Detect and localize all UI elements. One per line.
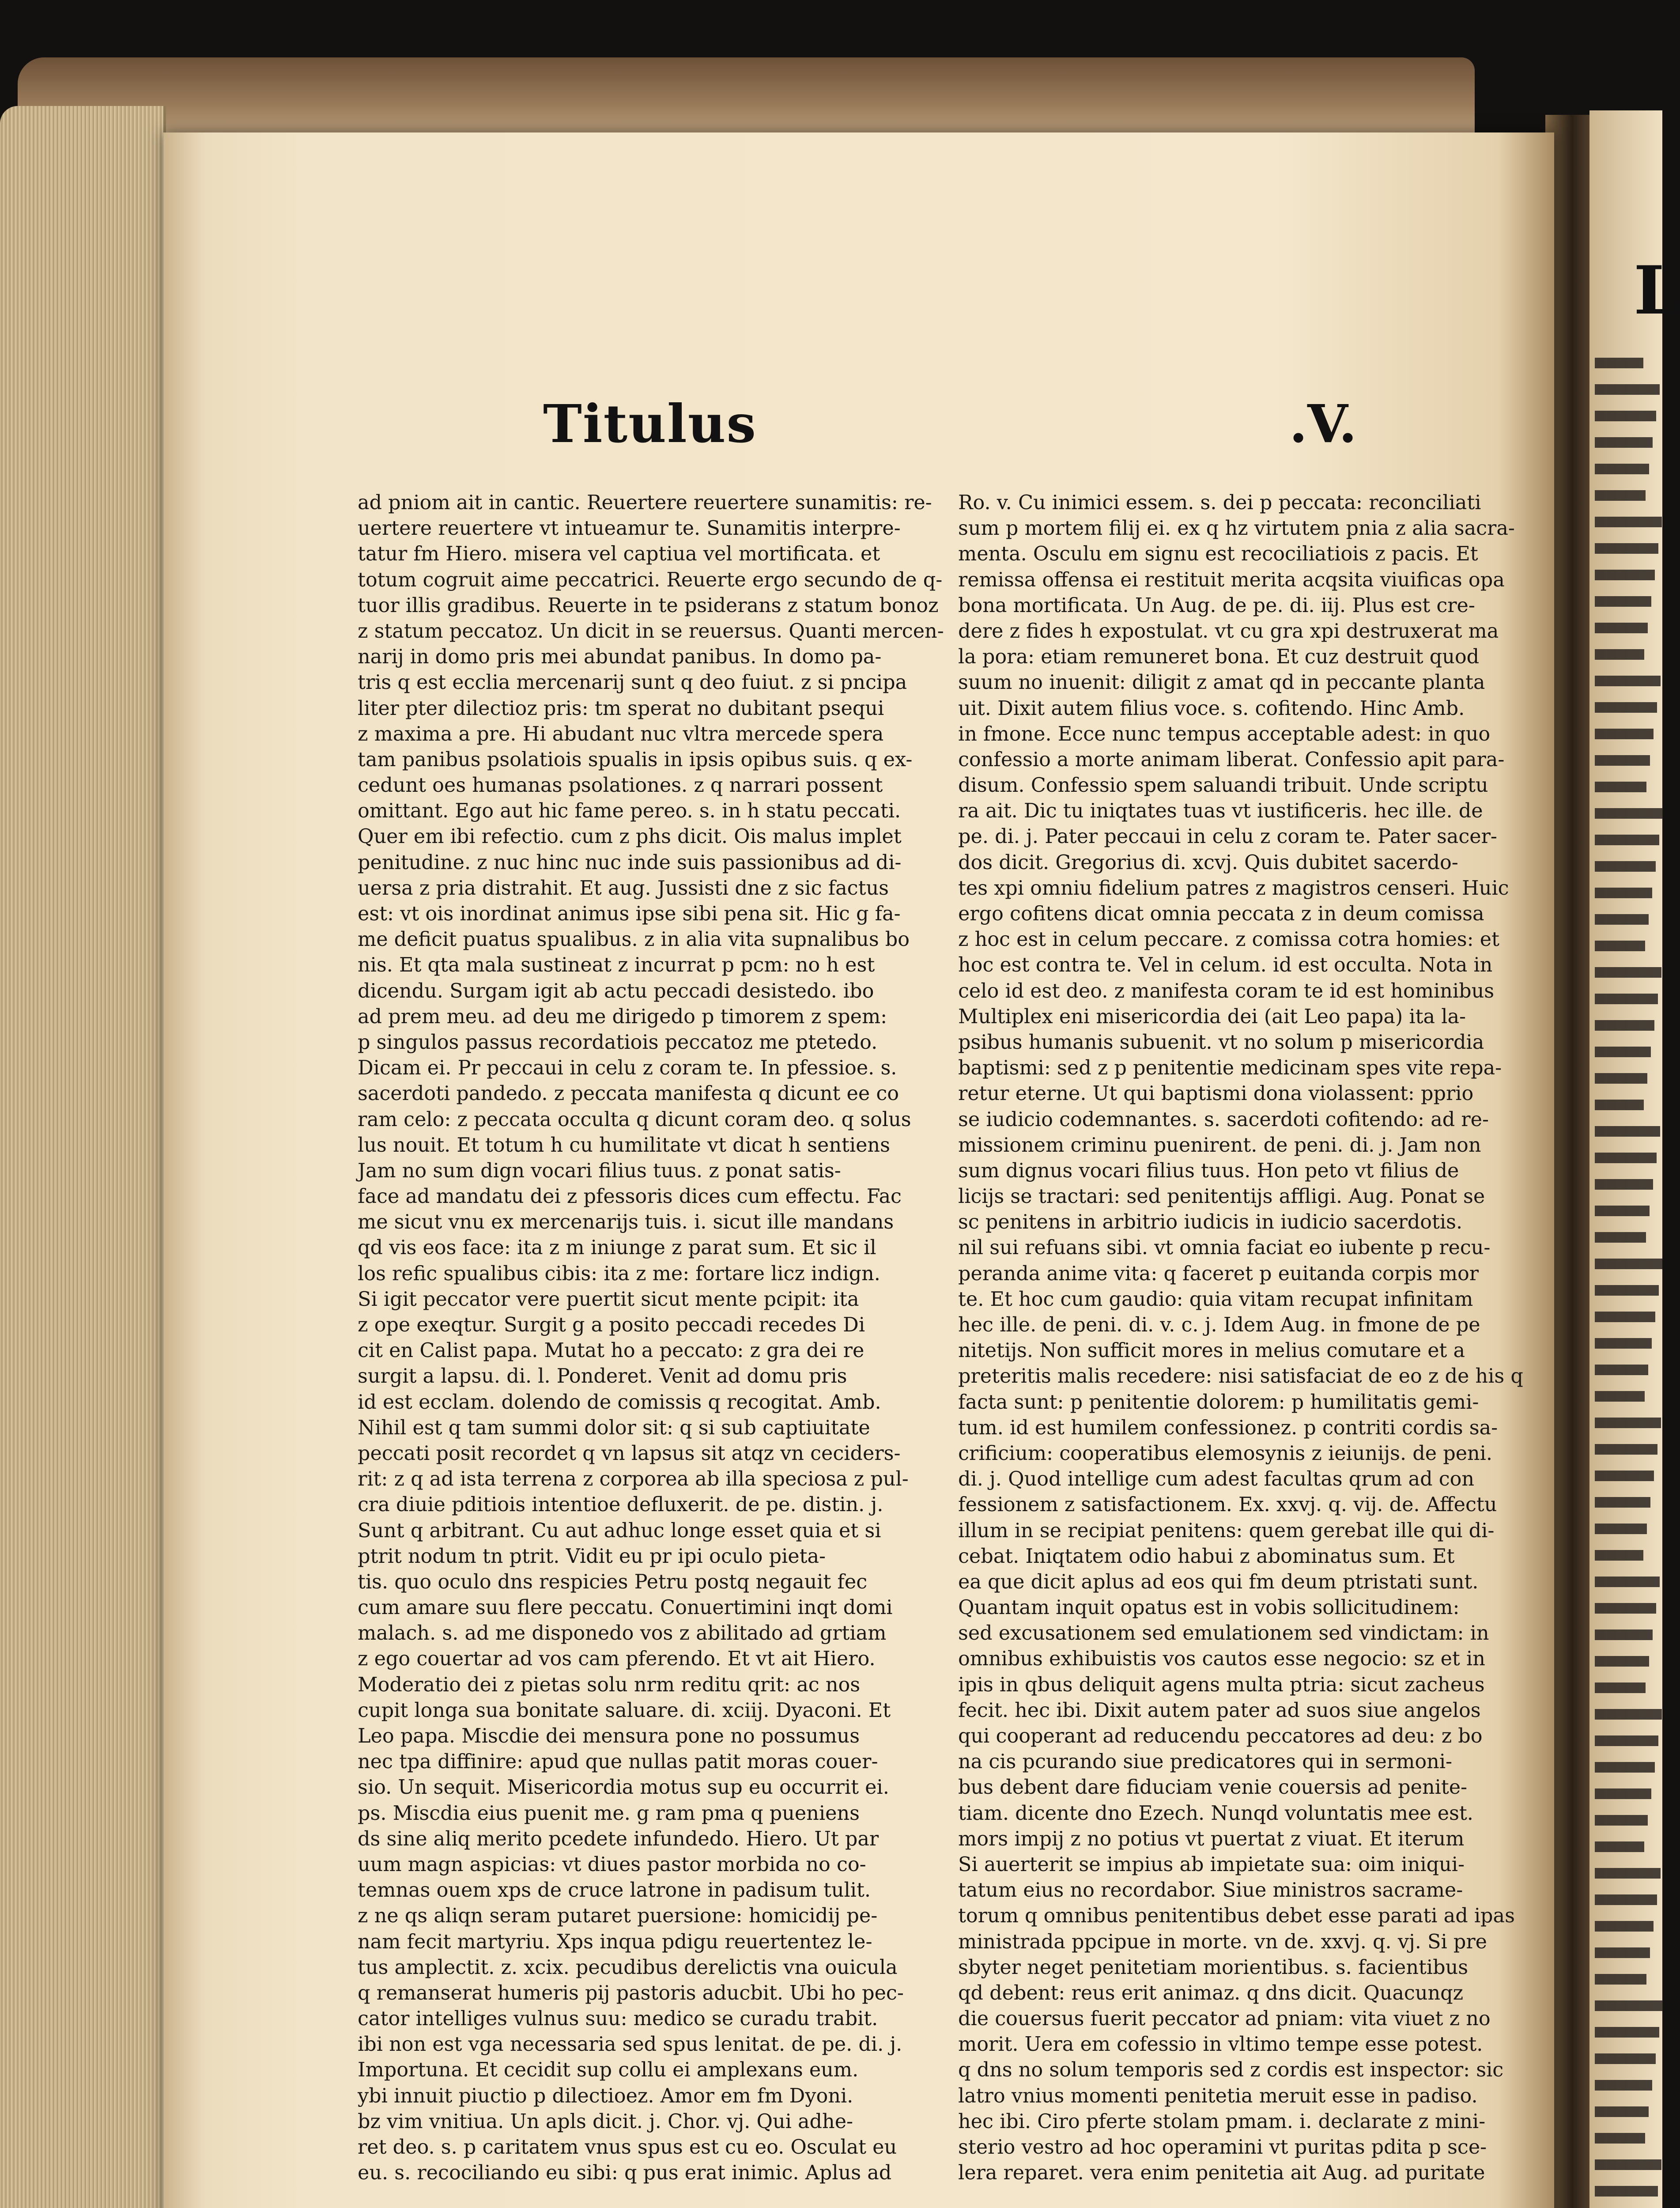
right-column-line: bus debent dare fiduciam venie couersis ad penite- <box>958 1776 1468 1799</box>
facing-page-text-line <box>1595 596 1651 607</box>
right-column-line: te. Et hoc cum gaudio: quia vitam recupat infinitam <box>958 1288 1473 1311</box>
facing-page-text-line <box>1595 1391 1645 1402</box>
book <box>0 40 1680 2208</box>
facing-page-text-line <box>1595 437 1653 448</box>
left-column-line: Moderatio dei z pietas solu nrm reditu qrit: ac nos <box>358 1673 861 1696</box>
facing-page-text-line <box>1595 2027 1659 2038</box>
facing-page-text-line <box>1595 543 1658 554</box>
facing-page-text-line <box>1595 2159 1661 2170</box>
right-column-line: uit. Dixit autem filius voce. s. cofitendo. Hinc Amb. <box>958 697 1465 720</box>
right-column-line: suum no inuenit: diligit z amat qd in peccante planta <box>958 671 1485 694</box>
left-column-line: tis. quo oculo dns respicies Petru postq negauit fec <box>358 1570 868 1593</box>
left-column-line: p singulos passus recordatiois peccatoz me ptetedo. <box>358 1031 878 1054</box>
right-column-line: celo id est deo. z manifesta coram te id est hominibus <box>958 979 1495 1002</box>
header-number: .V. <box>1289 393 1357 454</box>
left-column-line: sio. Un sequit. Misericordia motus sup eu occurrit ei. <box>358 1776 889 1799</box>
right-column-line: pe. di. j. Pater peccaui in celu z coram te. Pater sacer- <box>958 825 1497 848</box>
facing-page-text-line <box>1595 888 1652 898</box>
right-column-line: remissa offensa ei restituit merita acqsita viuificas opa <box>958 568 1505 591</box>
left-column-line: nam fecit martyriu. Xps inqua pdigu reuertentez le- <box>358 1930 872 1953</box>
left-column-line: ps. Miscdia eius puenit me. g ram pma q pueniens <box>358 1802 860 1825</box>
right-column-line: qui cooperant ad reducendu peccatores ad deu: z bo <box>958 1725 1483 1747</box>
facing-page-text-line <box>1595 755 1650 766</box>
right-column-line: di. j. Quod intellige cum adest facultas qrum ad con <box>958 1468 1475 1491</box>
facing-page-text-line <box>1595 1762 1655 1773</box>
facing-page-text-line <box>1595 1047 1651 1057</box>
left-column-line: los refic spualibus cibis: ita z me: fortare licz indign. <box>358 1262 880 1285</box>
right-column-line: qd debent: reus erit animaz. q dns dicit. Quacunqz <box>958 1981 1464 2004</box>
right-column-line: latro vnius momenti penitetia meruit esse in padiso. <box>958 2084 1478 2107</box>
right-column-line: Quantam inquit opatus est in vobis sollicitudinem: <box>958 1596 1460 1619</box>
right-column-line: sterio vestro ad hoc operamini vt puritas pdita p sce- <box>958 2136 1487 2159</box>
facing-page-text-line <box>1595 782 1646 792</box>
right-column-line: tiam. dicente dno Ezech. Nunqd voluntatis mee est. <box>958 1802 1473 1825</box>
right-column-line: illum in se recipiat penitens: quem gerebat ille qui di- <box>958 1519 1495 1542</box>
left-column-line: face ad mandatu dei z pfessoris dices cum effectu. Fac <box>358 1185 902 1208</box>
right-column-line: die couersus fuerit peccator ad pniam: vita viuet z no <box>958 2008 1491 2030</box>
right-column-line: tes xpi omniu fidelium patres z magistros censeri. Huic <box>958 877 1509 900</box>
facing-page-text-line <box>1595 1497 1650 1508</box>
facing-page-text-line <box>1595 411 1656 421</box>
left-column-line: ret deo. s. p caritatem vnus spus est cu eo. Osculat eu <box>358 2136 897 2159</box>
left-column-line: z ope exeqtur. Surgit g a posito peccadi recedes Di <box>358 1314 865 1336</box>
left-column-line: tris q est ecclia mercenarij sunt q deo fuiut. z si pncipa <box>358 671 907 694</box>
left-column-line: ram celo: z peccata occulta q dicunt coram deo. q solus <box>358 1108 911 1131</box>
right-column-line: baptismi: sed z p penitentie medicinam spes vite repa- <box>958 1057 1502 1080</box>
right-column-line: Ro. v. Cu inimici essem. s. dei p peccata: reconciliati <box>958 492 1481 514</box>
left-column-line: ad pniom ait in cantic. Reuertere reuertere sunamitis: re- <box>358 492 932 514</box>
right-column-line: fecit. hec ibi. Dixit autem pater ad suos siue angelos <box>958 1699 1481 1722</box>
right-column-line: se iudicio codemnantes. s. sacerdoti cofitendo: ad re- <box>958 1108 1489 1131</box>
facing-page-text-line <box>1595 2053 1656 2064</box>
left-column-line: liter pter dilectioz pris: tm sperat no dubitant psequi <box>358 697 884 720</box>
right-column-line: hec ibi. Ciro pferte stolam pmam. i. declarate z mini- <box>958 2110 1486 2133</box>
facing-page-edge <box>1589 110 1680 2208</box>
left-column-line: cupit longa sua bonitate saluare. di. xciij. Dyaconi. Et <box>358 1699 891 1722</box>
facing-page-text-line <box>1595 808 1663 819</box>
text-column-right <box>958 490 1523 2186</box>
right-column-line: mors impij z no potius vt puertat z viuat. Et iterum <box>958 1827 1465 1850</box>
facing-page-text-line <box>1595 384 1660 395</box>
facing-page-text-line <box>1595 2000 1663 2011</box>
facing-page-text-line <box>1595 1100 1644 1110</box>
left-column-line: cit en Calist papa. Mutat ho a peccato: z gra dei re <box>358 1339 865 1362</box>
right-column-line: sum p mortem filij ei. ex q hz virtutem pnia z alia sacra- <box>958 517 1515 540</box>
right-column-line: sed excusationem sed emulationem sed vindictam: in <box>958 1622 1489 1645</box>
facing-page-text-line <box>1595 517 1662 527</box>
left-column-line: ad prem meu. ad deu me dirigedo p timorem z spem: <box>358 1005 887 1028</box>
facing-page-text-line <box>1595 2133 1645 2144</box>
page-fore-edge <box>0 106 166 2208</box>
facing-page-text-line <box>1595 1206 1650 1216</box>
left-column-line: totum cogruit aime peccatrici. Reuerte ergo secundo de q- <box>358 568 943 591</box>
left-column-line: z statum peccatoz. Un dicit in se reuersus. Quanti mercen- <box>358 620 944 643</box>
facing-page-text-line <box>1595 1338 1652 1349</box>
right-column-line: psibus humanis subuenit. vt no solum p misericordia <box>958 1031 1484 1054</box>
left-column-line: z ego couertar ad vos cam pferendo. Et vt ait Hiero. <box>358 1648 876 1671</box>
facing-page-text-line <box>1595 1841 1644 1852</box>
facing-page-text-line <box>1595 649 1644 660</box>
facing-page-text-line <box>1595 1577 1660 1587</box>
left-column-line: Leo papa. Miscdie dei mensura pone no possumus <box>358 1725 860 1747</box>
facing-page-text-line <box>1595 1179 1653 1190</box>
left-column-line: cedunt oes humanas psolationes. z q narrari possent <box>358 774 883 797</box>
left-column-line: ptrit nodum tn ptrit. Vidit eu pr ipi oculo pieta- <box>358 1545 826 1568</box>
right-column-line: ministrada ppcipue in morte. vn de. xxvj. q. vj. Si pre <box>958 1930 1487 1953</box>
facing-page-text-line <box>1595 1259 1662 1269</box>
left-column-line: tam panibus psolatiois spualis in ipsis opibus suis. q ex- <box>358 748 913 771</box>
right-column-line: sc penitens in arbitrio iudicis in iudicio sacerdotis. <box>958 1211 1463 1234</box>
left-column-line: Jam no sum dign vocari filius tuus. z ponat satis- <box>358 1159 841 1182</box>
facing-page-text-line <box>1595 358 1643 368</box>
right-column-line: ra ait. Dic tu iniqtates tuas vt iustificeris. hec ille. de <box>958 800 1483 823</box>
right-column-line: ipis in qbus deliquit agens multa ptria: sicut zacheus <box>958 1673 1485 1696</box>
header-title: Titulus <box>543 393 757 454</box>
left-column-line: uertere reuertere vt intueamur te. Sunamitis interpre- <box>358 517 901 540</box>
left-column-line: q remanserat humeris pij pastoris aducbit. Ubi ho pec- <box>358 1981 904 2004</box>
left-column-line: ibi non est vga necessaria sed spus lenitat. de pe. di. j. <box>358 2033 902 2056</box>
right-column-line: crificium: cooperatibus elemosynis z ieiunijs. de peni. <box>958 1442 1493 1465</box>
facing-page-text-line <box>1595 1418 1661 1428</box>
right-column-line: q dns no solum temporis sed z cordis est inspector: sic <box>958 2059 1504 2082</box>
right-column-line: hec ille. de peni. di. v. c. j. Idem Aug. in fmone de pe <box>958 1314 1480 1336</box>
right-column-line: Multiplex eni misericordia dei (ait Leo papa) ita la- <box>958 1005 1466 1028</box>
right-column-line: morit. Uera em cofessio in vltimo tempe esse potest. <box>958 2033 1483 2056</box>
right-column-line: na cis pcurando siue predicatores qui in sermoni- <box>958 1751 1453 1773</box>
facing-page-text-line <box>1595 1312 1655 1322</box>
facing-page-text-line <box>1595 1444 1657 1455</box>
left-column-line: temnas ouem xps de cruce latrone in padisum tulit. <box>358 1879 871 1902</box>
right-column-line: sbyter neget penitetiam morientibus. s. facientibus <box>958 1956 1469 1979</box>
left-column-line: z ne qs aliqn seram putaret puersione: homicidij pe- <box>358 1905 878 1928</box>
left-column-line: Importuna. Et cecidit sup collu ei amplexans eum. <box>358 2059 859 2082</box>
left-column-line: uersa z pria distrahit. Et aug. Jussisti dne z sic factus <box>358 877 889 900</box>
right-column-line: ergo cofitens dicat omnia peccata z in deum comissa <box>958 903 1484 925</box>
facing-page-text-line <box>1595 1524 1647 1534</box>
right-column-line: in fmone. Ecce nunc tempus acceptable adest: in quo <box>958 722 1491 745</box>
running-header <box>163 393 1554 481</box>
facing-page-text-line <box>1595 1815 1648 1826</box>
facing-page-text-line <box>1595 1974 1646 1985</box>
right-column-line: sum dignus vocari filius tuus. Hon peto vt filius de <box>958 1159 1459 1182</box>
right-column-line: menta. Osculu em signu est recociliatiois z pacis. Et <box>958 543 1478 566</box>
left-column-line: bz vim vnitiua. Un apls dicit. j. Chor. vj. Qui adhe- <box>358 2110 853 2133</box>
facing-page-text-line <box>1595 861 1656 872</box>
left-column-line: uum magn aspicias: vt diues pastor morbida no co- <box>358 1853 866 1876</box>
left-column-line: Dicam ei. Pr peccaui in celu z coram te. In pfessioe. s. <box>358 1057 897 1080</box>
facing-page-text-line <box>1595 1682 1646 1693</box>
facing-page-text-line <box>1595 1709 1662 1720</box>
right-column-line: dos dicit. Gregorius di. xcvj. Quis dubitet sacerdo- <box>958 851 1458 874</box>
book-page <box>163 132 1554 2208</box>
left-column-line: me deficit puatus spualibus. z in alia vita supnalibus bo <box>358 928 910 951</box>
left-column-line: z maxima a pre. Hi abudant nuc vltra mercede spera <box>358 722 884 745</box>
facing-page-text-line <box>1595 1735 1658 1746</box>
right-column-line: ea que dicit aplus ad eos qui fm deum ptristati sunt. <box>958 1570 1479 1593</box>
left-column-line: tatur fm Hiero. misera vel captiua vel mortificata. et <box>358 543 880 566</box>
facing-page-text-line <box>1595 1232 1646 1243</box>
left-column-line: id est ecclam. dolendo de comissis q recogitat. Amb. <box>358 1391 881 1414</box>
facing-page-text-line <box>1595 1947 1650 1958</box>
right-column-line: facta sunt: p penitentie dolorem: p humilitatis gemi- <box>958 1391 1479 1414</box>
facing-page-text-line <box>1595 1365 1648 1375</box>
right-column-line: cebat. Iniqtatem odio habui z abominatus sum. Et <box>958 1545 1455 1568</box>
left-column-line: omittant. Ego aut hic fame pereo. s. in h statu peccati. <box>358 800 901 823</box>
facing-page-text-line <box>1595 1550 1643 1561</box>
facing-page-text-line <box>1595 1073 1647 1084</box>
left-column-line: Sunt q arbitrant. Cu aut adhuc longe esset quia et si <box>358 1519 881 1542</box>
left-column-line: me sicut vnu ex mercenarijs tuis. i. sicut ille mandans <box>358 1211 894 1234</box>
facing-page-text-line <box>1595 1656 1649 1667</box>
left-column-line: surgit a lapsu. di. l. Ponderet. Venit ad domu pris <box>358 1365 847 1388</box>
facing-page-text-line <box>1595 1630 1653 1640</box>
right-column-line: hoc est contra te. Vel in celum. id est occulta. Nota in <box>958 954 1493 977</box>
left-column-line: est: vt ois inordinat animus ipse sibi pena sit. Hic g fa- <box>358 903 901 925</box>
facing-page-text-line <box>1595 490 1646 501</box>
facing-page-text-line <box>1595 1020 1654 1031</box>
facing-page-text-line <box>1595 2106 1649 2117</box>
left-column-line: eu. s. recociliando eu sibi: q pus erat inimic. Aplus ad <box>358 2162 892 2185</box>
left-column-line: narij in domo pris mei abundat panibus. In domo pa- <box>358 646 882 669</box>
facing-page-text-line <box>1595 1153 1657 1163</box>
facing-page-text-line <box>1595 623 1648 633</box>
right-column-line: preteritis malis recedere: nisi satisfaciat de eo z de his q <box>958 1365 1523 1388</box>
right-column-line: lera reparet. vera enim penitetia ait Aug. ad puritate <box>958 2162 1485 2185</box>
left-column-line: cator intelliges vulnus suu: medico se curadu trabit. <box>358 2008 878 2030</box>
facing-page-text-line <box>1595 914 1649 925</box>
left-column-line: qd vis eos face: ita z m iniunge z parat sum. Et sic il <box>358 1236 876 1259</box>
facing-page-text-line <box>1595 729 1654 739</box>
facing-page-text-line <box>1595 676 1661 686</box>
facing-page-initial-glyph: L <box>1634 252 1680 329</box>
facing-page-text-line <box>1595 1894 1657 1905</box>
facing-page-text-line <box>1595 702 1657 713</box>
right-column-line: confessio a morte animam liberat. Confessio apit para- <box>958 748 1505 771</box>
left-column-line: dicendu. Surgam igit ab actu peccadi desistedo. ibo <box>358 979 874 1002</box>
right-column-line: licijs se tractari: sed penitentijs affligi. Aug. Ponat se <box>958 1185 1485 1208</box>
left-column-line: nis. Et qta mala sustineat z incurrat p pcm: no h est <box>358 954 875 977</box>
left-column-line: cra diuie pditiois intentioe defluxerit. de pe. distin. j. <box>358 1493 883 1516</box>
left-column-line: tus amplectit. z. xcix. pecudibus derelictis vna ouicula <box>358 1956 898 1979</box>
left-column-line: ybi innuit piuctio p dilectioez. Amor em fm Dyoni. <box>358 2084 853 2107</box>
right-column-line: bona mortificata. Un Aug. de pe. di. iij. Plus est cre- <box>958 594 1475 617</box>
left-column-line: ds sine aliq merito pcedete infundedo. Hiero. Ut par <box>358 1827 879 1850</box>
right-column-line: tum. id est humilem confessionez. p contriti cordis sa- <box>958 1416 1498 1439</box>
facing-page-text-line <box>1595 464 1649 474</box>
facing-page-text-line <box>1595 1126 1660 1137</box>
right-column-line: tatum eius no recordabor. Siue ministros sacrame- <box>958 1879 1463 1902</box>
facing-page-text-line <box>1595 967 1661 978</box>
facing-page-text-line <box>1595 994 1658 1004</box>
facing-page-text-line <box>1595 2080 1652 2091</box>
left-column-line: peccati posit recordet q vn lapsus sit atqz vn ceciders- <box>358 1442 901 1465</box>
left-column-line: lus nouit. Et totum h cu humilitate vt dicat h sentiens <box>358 1134 890 1157</box>
right-column-line: dere z fides h expostulat. vt cu gra xpi destruxerat ma <box>958 620 1499 643</box>
left-column-line: tuor illis gradibus. Reuerte in te psiderans z statum bonoz <box>358 594 939 617</box>
right-column-line: nil sui refuans sibi. vt omnia faciat eo iubente p recu- <box>958 1236 1491 1259</box>
left-column-line: rit: z q ad ista terrena z corporea ab illa speciosa z pul- <box>358 1468 909 1491</box>
right-column-line: omnibus exhibuistis vos cautos esse negocio: sz et in <box>958 1648 1485 1671</box>
left-column-line: sacerdoti pandedo. z peccata manifesta q dicunt ee co <box>358 1082 899 1105</box>
right-column-line: disum. Confessio spem saluandi tribuit. Unde scriptu <box>958 774 1488 797</box>
facing-page-text-line <box>1595 1921 1654 1932</box>
left-column-line: malach. s. ad me disponedo vos z abilitado ad grtiam <box>358 1622 887 1645</box>
facing-page-text-line <box>1595 570 1655 580</box>
facing-page-text-line <box>1595 1471 1654 1481</box>
facing-page-text-line <box>1595 1868 1661 1879</box>
facing-page-text-line <box>1595 2186 1658 2197</box>
left-column-line: Quer em ibi refectio. cum z phs dicit. Ois malus implet <box>358 825 902 848</box>
facing-page-text-line <box>1595 1285 1659 1296</box>
facing-page-text-line <box>1595 1603 1656 1614</box>
facing-page-text-line <box>1595 835 1659 845</box>
right-column-line: torum q omnibus penitentibus debet esse parati ad ipas <box>958 1905 1515 1928</box>
right-column-line: la pora: etiam remuneret bona. Et cuz destruit quod <box>958 646 1480 669</box>
right-column-line: nitetijs. Non sufficit mores in melius comutare et a <box>958 1339 1465 1362</box>
right-column-line: Si auerterit se impius ab impietate sua: oim iniqui- <box>958 1853 1465 1876</box>
left-column-line: Nihil est q tam summi dolor sit: q si sub captiuitate <box>358 1416 870 1439</box>
right-column-line: missionem criminu puenirent. de peni. di. j. Jam non <box>958 1134 1481 1157</box>
left-column-line: Si igit peccator vere puertit sicut mente pcipit: ita <box>358 1288 859 1311</box>
right-column-line: retur eterne. Ut qui baptismi dona violassent: pprio <box>958 1082 1474 1105</box>
right-column-line: peranda anime vita: q faceret p euitanda corpis mor <box>958 1262 1479 1285</box>
right-column-line: z hoc est in celum peccare. z comissa cotra homies: et <box>958 928 1499 951</box>
facing-page-text-line <box>1595 1788 1651 1799</box>
left-column-line: nec tpa diffinire: apud que nullas patit moras couer- <box>358 1751 878 1773</box>
left-column-line: cum amare suu flere peccatu. Conuertimini inqt domi <box>358 1596 893 1619</box>
text-column-left <box>358 490 944 2186</box>
left-column-line: penitudine. z nuc hinc nuc inde suis passionibus ad di- <box>358 851 902 874</box>
facing-page-text-line <box>1595 941 1645 951</box>
right-column-line: fessionem z satisfactionem. Ex. xxvj. q. vij. de. Affectu <box>958 1493 1497 1516</box>
